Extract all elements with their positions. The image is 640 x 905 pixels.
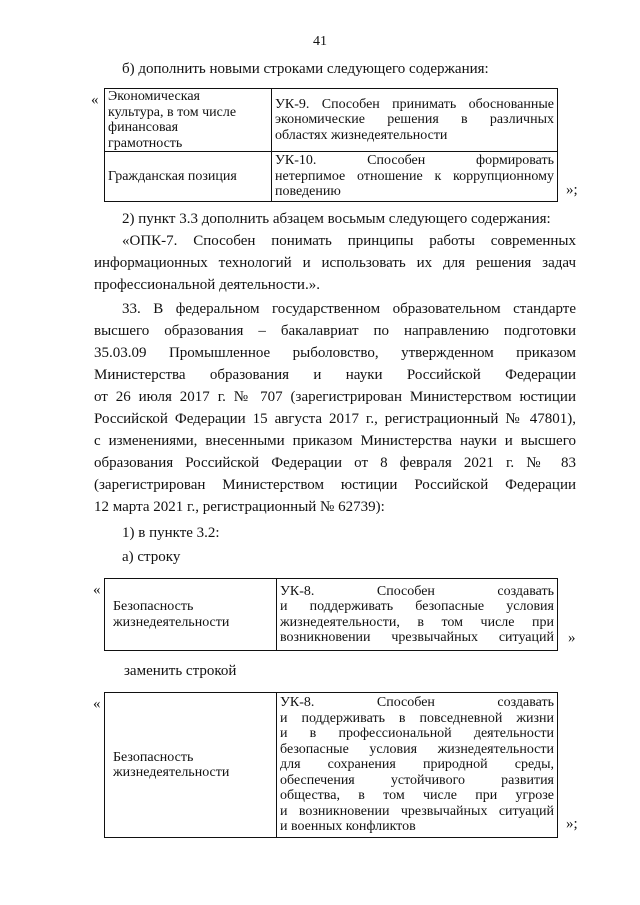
cell-line: жизнедеятельности <box>113 765 230 780</box>
cell-line: безопасные условия жизнедеятельности <box>280 741 554 757</box>
table-cell-category <box>105 579 277 651</box>
page-number: 41 <box>313 34 327 49</box>
table-row <box>105 579 558 651</box>
table-row <box>105 693 558 838</box>
table3-close-quote: »; <box>566 816 578 832</box>
cell-line: жизнедеятельности, в том числе при <box>280 614 554 630</box>
cell-line: для сохранения природной среды, <box>280 757 554 773</box>
cell-line: культура, в том числе <box>108 104 237 120</box>
table-cell-category <box>105 152 272 202</box>
section33-line: 35.03.09 Промышленное рыболовство, утвержденном приказом <box>94 345 576 361</box>
cell-line: обеспечения устойчивого развития <box>280 772 554 788</box>
cell-line: и возникновении чрезвычайных ситуаций <box>280 803 554 819</box>
section33-line: с изменениями, внесенными приказом Министерства науки и высшего <box>94 433 576 449</box>
opk-line: «ОПК-7. Способен понимать принципы работы современных <box>122 233 576 249</box>
section33-line: 12 марта 2021 г., регистрационный № 62739): <box>94 499 385 515</box>
section33-line: высшего образования – бакалавриат по направлению подготовки <box>94 323 576 339</box>
cell-line: возникновении чрезвычайных ситуаций <box>280 630 554 645</box>
item-1-paragraph: 1) в пункте 3.2: <box>122 525 220 541</box>
cell-line: и поддерживать безопасные условия <box>280 599 554 614</box>
cell-line: общества, в том числе при угрозе <box>280 788 554 804</box>
table-cell-competency <box>272 152 558 202</box>
cell-line: Экономическая <box>108 89 200 104</box>
table1-open-quote: « <box>91 92 99 108</box>
cell-line: УК-9. Способен принимать обоснованные <box>275 96 554 112</box>
competency-table-3 <box>104 692 558 838</box>
table3-open-quote: « <box>93 696 101 712</box>
table2-close-quote: » <box>568 630 576 646</box>
cell-line: областях жизнедеятельности <box>275 127 448 143</box>
opk-line: информационных технологий и использовать их для решения задач <box>94 255 576 271</box>
table-cell-competency <box>272 89 558 152</box>
table-cell-competency <box>277 693 558 838</box>
cell-line: и в профессиональной деятельности <box>280 726 554 742</box>
table-row <box>105 152 558 202</box>
cell-line: экономические решения в различных <box>275 112 554 128</box>
cell-line: поведению <box>275 184 341 200</box>
table-row <box>105 89 558 152</box>
section33-line: Российской Федерации 15 августа 2017 г., регистрационный № 47801), <box>94 411 576 427</box>
cell-line: нетерпимое отношение к коррупционному <box>275 168 554 184</box>
cell-line: Безопасность <box>113 599 194 614</box>
intro-b-paragraph: б) дополнить новыми строками следующего содержания: <box>122 61 489 77</box>
opk-line: профессиональной деятельности.». <box>94 277 320 293</box>
table2-open-quote: « <box>93 582 101 598</box>
section33-line: Министерства образования и науки Российской Федерации <box>94 367 576 383</box>
cell-line: и поддерживать в повседневной жизни <box>280 710 554 726</box>
competency-table-1 <box>104 88 558 202</box>
cell-line: Безопасность <box>113 749 194 765</box>
cell-line: УК-8. Способен создавать <box>280 695 554 711</box>
item-a-paragraph: а) строку <box>122 549 181 565</box>
table-cell-category <box>105 693 277 838</box>
section33-line: от 26 июля 2017 г. № 707 (зарегистрирован Министерством юстиции <box>94 389 576 405</box>
table-cell-category <box>105 89 272 152</box>
cell-line: и военных конфликтов <box>280 819 416 835</box>
replace-label: заменить строкой <box>124 663 237 679</box>
section33-line: (зарегистрирован Министерством юстиции Российской Федерации <box>94 477 576 493</box>
cell-line: УК-8. Способен создавать <box>280 583 554 599</box>
cell-line: финансовая <box>108 120 179 135</box>
cell-line: Гражданская позиция <box>108 168 237 184</box>
item-2-paragraph: 2) пункт 3.3 дополнить абзацем восьмым следующего содержания: <box>122 211 551 227</box>
cell-line: жизнедеятельности <box>113 614 230 630</box>
table-cell-competency <box>277 579 558 651</box>
section33-line: 33. В федеральном государственном образовательном стандарте <box>122 301 576 317</box>
section33-line: образования Российской Федерации от 8 февраля 2021 г. № 83 <box>94 455 576 471</box>
cell-line: грамотность <box>108 135 183 151</box>
cell-line: УК-10. Способен формировать <box>275 153 554 169</box>
competency-table-2 <box>104 578 558 651</box>
table1-close-quote: »; <box>566 182 578 198</box>
